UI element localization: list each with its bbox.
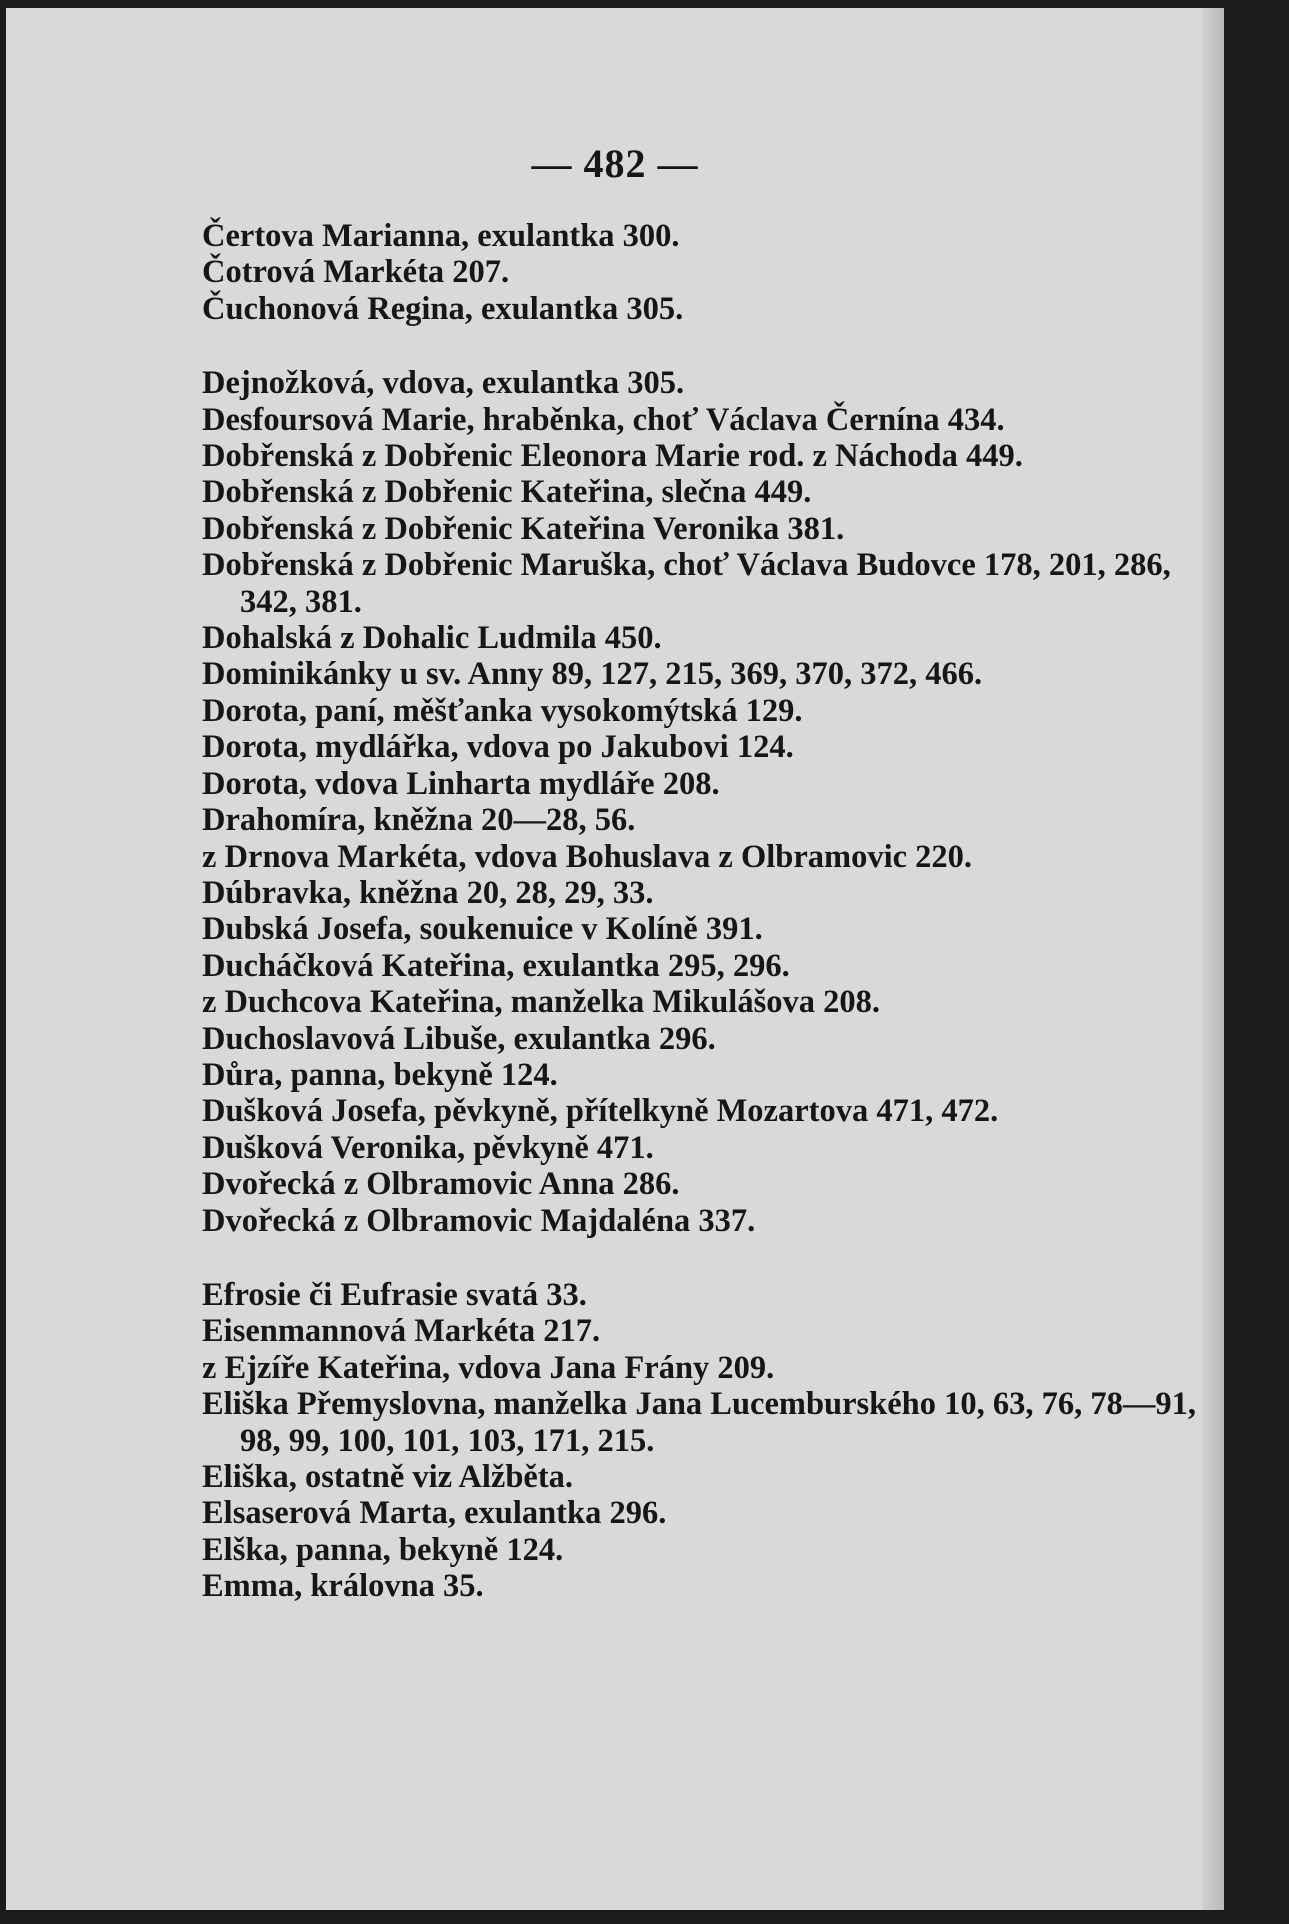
index-entry: Eliška, ostatně viz Alžběta. (202, 1459, 574, 1495)
index-entry: z Drnova Markéta, vdova Bohuslava z Olbramovic 220. (202, 838, 973, 875)
index-entry: Dohalská z Dohalic Ludmila 450. (202, 620, 662, 657)
index-entry: Ducháčková Kateřina, exulantka 295, 296. (202, 947, 790, 984)
index-entry: Dobřenská z Dobřenic Eleonora Marie rod. z Náchoda 449. (202, 438, 1023, 475)
index-entry: Dominikánky u sv. Anny 89, 127, 215, 369, 370, 372, 466. (202, 656, 983, 693)
index-entry: z Ejzíře Kateřina, vdova Jana Frány 209. (202, 1349, 775, 1386)
index-entry: Dušková Veronika, pěvkyně 471. (202, 1129, 654, 1166)
index-entry: Eliška Přemyslovna, manželka Jana Lucemburského 10, 63, 76, 78—91, 98, 99, 100, 101, 103, 171, 215. (202, 1386, 1197, 1459)
index-entry: Dejnožková, vdova, exulantka 305. (202, 365, 685, 402)
index-entry: Emma, královna 35. (202, 1568, 484, 1605)
index-entry: Elška, panna, bekyně 124. (202, 1531, 564, 1568)
name-index (202, 218, 1202, 1605)
index-entry: Dobřenská z Dobřenic Maruška, choť Václava Budovce 178, 201, 286, 342, 381. (202, 547, 1171, 620)
index-entry: Čertova Marianna, exulantka 300. (202, 218, 680, 254)
index-entry: Dorota, paní, měšťanka vysokomýtská 129. (202, 692, 803, 729)
index-entry: Dubská Josefa, soukenuice v Kolíně 391. (202, 911, 763, 948)
index-group-e (202, 1277, 1202, 1605)
index-entry: Dorota, mydlářka, vdova po Jakubovi 124. (202, 729, 794, 766)
index-entry: Duchoslavová Libuše, exulantka 296. (202, 1020, 716, 1057)
index-entry: Dorota, vdova Linharta mydláře 208. (202, 765, 720, 802)
page-number: — 482 — (531, 141, 699, 186)
index-group-c-caron (202, 218, 1202, 327)
index-entry: Důra, panna, bekyně 124. (202, 1056, 558, 1093)
index-entry: Dvořecká z Olbramovic Anna 286. (202, 1166, 680, 1203)
index-entry: Dobřenská z Dobřenic Kateřina Veronika 381. (202, 510, 845, 547)
index-entry: z Duchcova Kateřina, manželka Mikulášova 208. (202, 984, 880, 1021)
index-entry: Desfoursová Marie, hraběnka, choť Václava Černína 434. (202, 401, 1005, 438)
index-entry: Eisenmannová Markéta 217. (202, 1313, 601, 1350)
book-page (6, 8, 1224, 1910)
index-group-d (202, 365, 1202, 1239)
index-entry: Čuchonová Regina, exulantka 305. (202, 290, 684, 327)
index-entry: Efrosie či Eufrasie svatá 33. (202, 1276, 587, 1313)
index-entry: Drahomíra, kněžna 20—28, 56. (202, 802, 636, 839)
index-entry: Dvořecká z Olbramovic Majdaléna 337. (202, 1202, 756, 1239)
index-entry: Elsaserová Marta, exulantka 296. (202, 1495, 667, 1532)
page-edge (1202, 8, 1224, 1910)
index-entry: Dúbravka, kněžna 20, 28, 29, 33. (202, 874, 654, 911)
index-entry: Dobřenská z Dobřenic Kateřina, slečna 449. (202, 474, 812, 511)
index-entry: Čotrová Markéta 207. (202, 254, 510, 291)
index-entry: Dušková Josefa, pěvkyně, přítelkyně Mozartova 471, 472. (202, 1093, 999, 1130)
